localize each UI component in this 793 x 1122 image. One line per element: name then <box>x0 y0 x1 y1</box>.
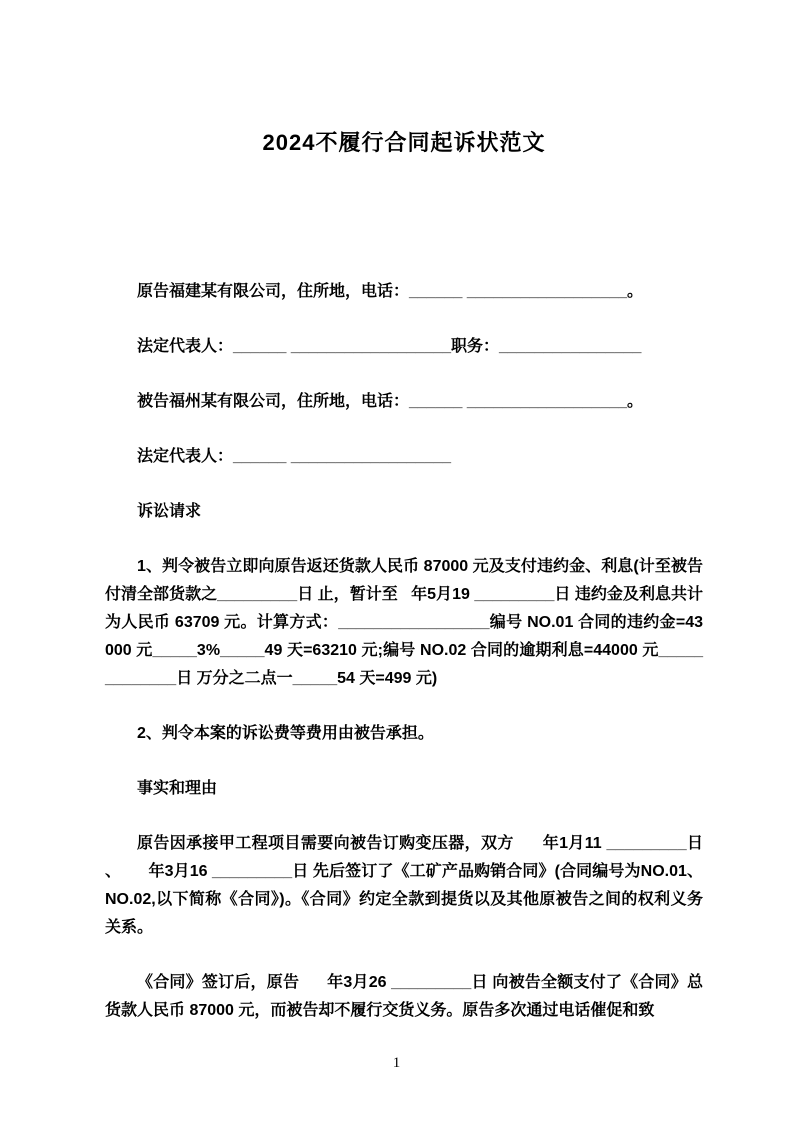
document-body <box>105 278 708 1025</box>
document-title: 2024不履行合同起诉状范文 <box>262 130 546 155</box>
heading-facts-and-reasons: 事实和理由 <box>137 780 218 797</box>
paragraph-claim-1: 1、判令被告立即向原告返还货款人民币 87000 元及支付违约金、利息(计至被告付清全部货款之_________日 止，暂计至 年5月19 _________日 违约金及利息共计为人民币 63709 元。计算方式：_________________编号 NO.01 合同的违约金=43000 元_____3%_____49 天=63210 元;编号 NO.02 合同的逾期利息=44000 元_____________日 万分之二点一_____54 天=499 元) <box>105 558 703 687</box>
paragraph-claim-2: 2、判令本案的诉讼费等费用由被告承担。 <box>137 725 434 742</box>
page-number: 1 <box>392 1055 401 1071</box>
paragraph-defendant-info: 被告福州某有限公司，住所地，电话：______ __________________。 <box>137 393 644 410</box>
paragraph-defendant-representative: 法定代表人：______ __________________ <box>137 448 452 465</box>
paragraph-plaintiff-representative: 法定代表人：______ __________________职务：________________ <box>137 338 642 355</box>
paragraph-plaintiff-info: 原告福建某有限公司，住所地，电话：______ __________________。 <box>137 283 644 300</box>
paragraph-facts-2: 《合同》签订后，原告 年3月26 _________日 向被告全额支付了《合同》总货款人民币 87000 元，而被告却不履行交货义务。原告多次通过电话催促和致 <box>105 974 703 1019</box>
paragraph-facts-1: 原告因承接甲工程项目需要向被告订购变压器，双方 年1月11 _________日 、 年3月16 _________日 先后签订了《工矿产品购销合同》(合同编号为NO.01、NO.02,以下简称《合同》)。《合同》约定全款到提货以及其他原被告之间的权利义务关系。 <box>105 835 708 936</box>
heading-litigation-claims: 诉讼请求 <box>137 503 202 520</box>
